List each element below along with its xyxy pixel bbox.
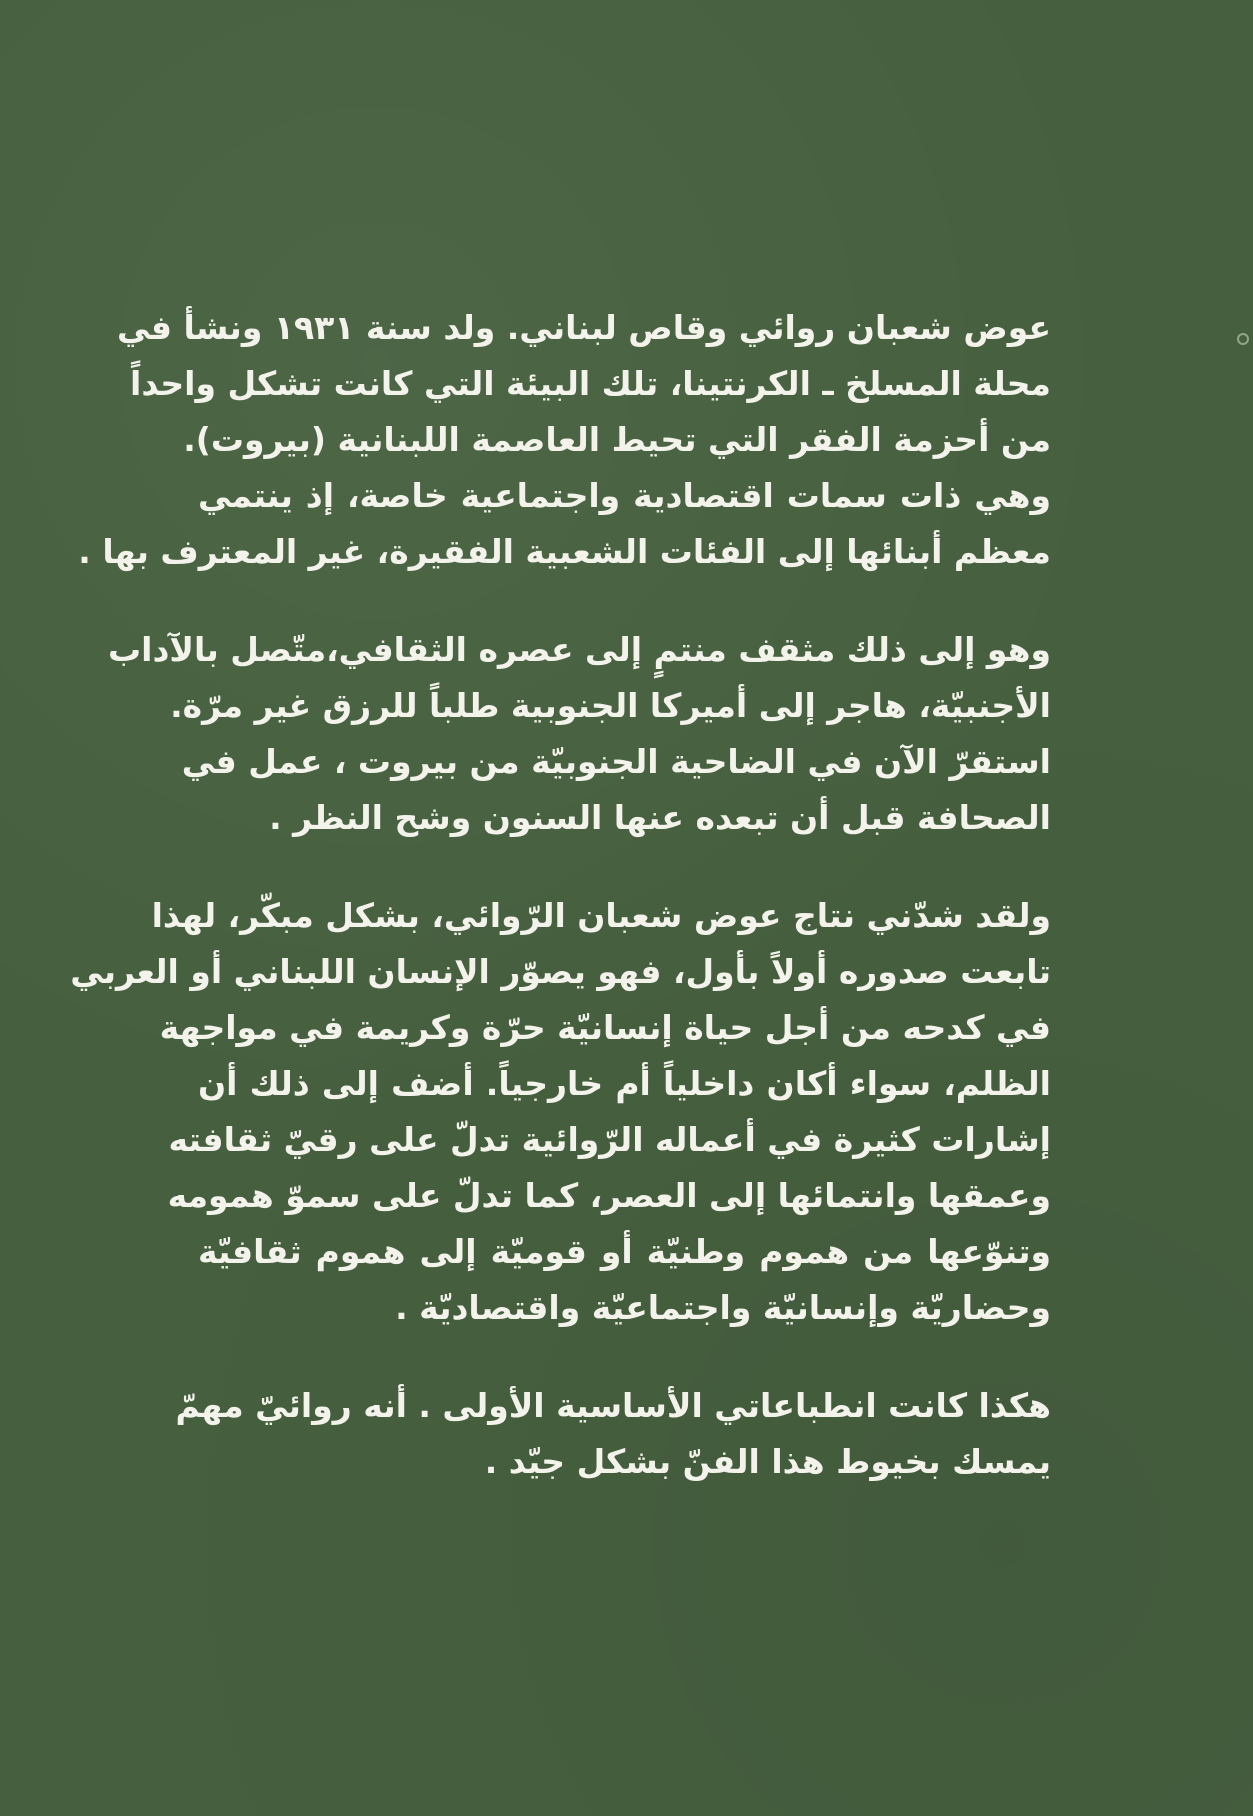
paragraph-biography xyxy=(78,300,1051,580)
text-line: الصحافة قبل أن تبعده عنها السنون وشح النظر . xyxy=(269,798,1051,837)
text-line: يمسك بخيوط هذا الفنّ بشكل جيّد . xyxy=(484,1442,1051,1481)
text-line: الأجنبيّة، هاجر إلى أميركا الجنوبية طلباً للرزق غير مرّة. xyxy=(170,686,1051,725)
text-line: وتنوّعها من هموم وطنيّة أو قوميّة إلى هموم ثقافيّة xyxy=(198,1232,1051,1271)
text-line: وهي ذات سمات اقتصادية واجتماعية خاصة، إذ ينتمي xyxy=(198,476,1051,515)
text-line: في كدحه من أجل حياة إنسانيّة حرّة وكريمة في مواجهة xyxy=(159,1008,1051,1047)
text-line: الظلم، سواء أكان داخلياً أم خارجياً. أضف إلى ذلك أن xyxy=(198,1064,1051,1103)
text-line: استقرّ الآن في الضاحية الجنوبيّة من بيروت ، عمل في xyxy=(181,742,1051,781)
paragraph-culture xyxy=(108,622,1051,846)
text-line: عوض شعبان روائي وقاص لبناني. ولد سنة ١٩٣١ ونشأ في xyxy=(116,308,1051,347)
paragraph-appraisal xyxy=(70,888,1051,1336)
blurb-text xyxy=(0,300,1253,1490)
text-line: وهو إلى ذلك مثقف منتمٍ إلى عصره الثقافي،متّصل بالآداب xyxy=(108,630,1051,669)
text-line: ولقد شدّني نتاج عوض شعبان الرّوائي، بشكل مبكّر، لهذا xyxy=(151,896,1051,935)
text-line: وحضاريّة وإنسانيّة واجتماعيّة واقتصاديّة . xyxy=(395,1288,1051,1327)
text-line: معظم أبنائها إلى الفئات الشعبية الفقيرة، غير المعترف بها . xyxy=(78,532,1051,571)
text-line: وعمقها وانتمائها إلى العصر، كما تدلّ على سموّ همومه xyxy=(167,1176,1051,1215)
text-line: محلة المسلخ ـ الكرنتينا، تلك البيئة التي كانت تشكل واحداً xyxy=(130,364,1051,403)
text-line: إشارات كثيرة في أعماله الرّوائية تدلّ على رقيّ ثقافته xyxy=(168,1120,1051,1159)
text-line: من أحزمة الفقر التي تحيط العاصمة اللبنانية (بيروت). xyxy=(183,420,1051,459)
paragraph-conclusion xyxy=(175,1378,1051,1490)
text-line: تابعت صدوره أولاً بأول، فهو يصوّر الإنسان اللبناني أو العربي xyxy=(70,952,1051,991)
text-line: هكذا كانت انطباعاتي الأساسية الأولى . أنه روائيّ مهمّ xyxy=(175,1386,1051,1425)
